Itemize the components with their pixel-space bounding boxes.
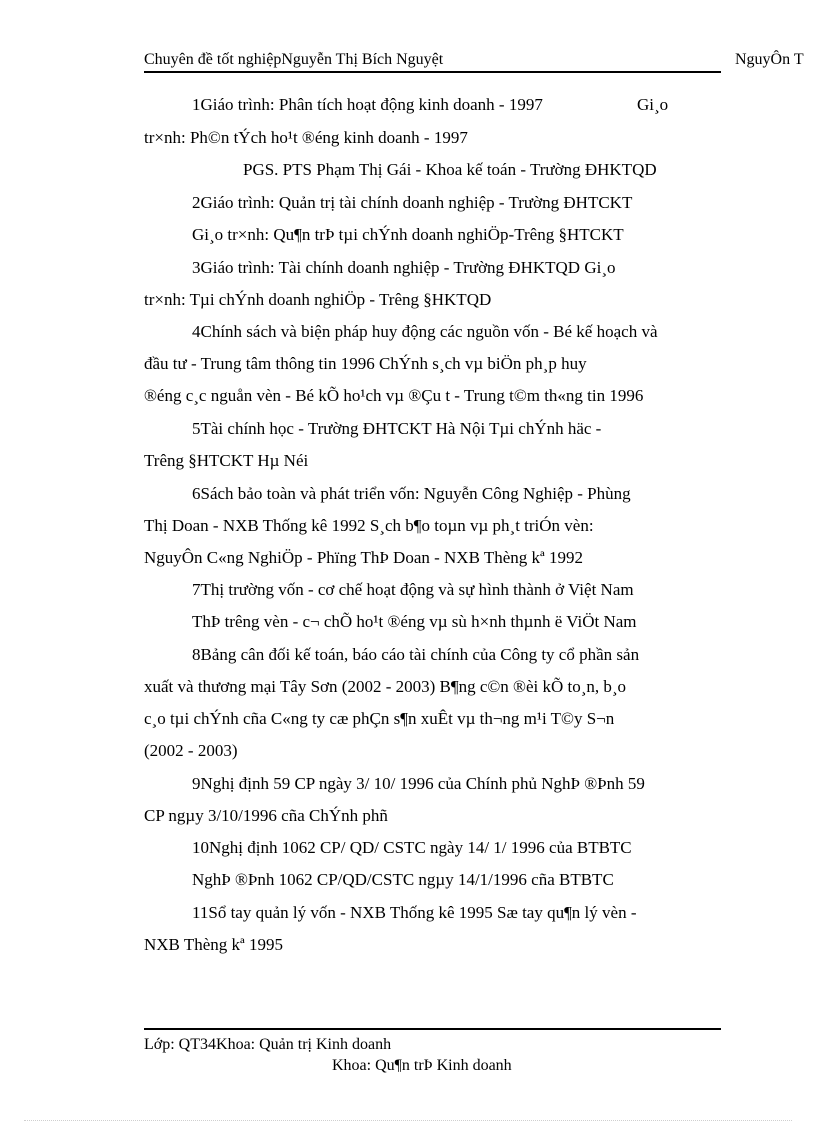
ref-line: 6Sách bảo toàn và phát triển vốn: Nguyễn Công Nghiệp - Phùng bbox=[192, 484, 631, 503]
ref-line: (2002 - 2003) bbox=[144, 741, 238, 760]
ref-line: NghÞ ®Þnh 1062 CP/QD/CSTC ngµy 14/1/1996 cña BTBTC bbox=[192, 870, 614, 889]
ref-line: Gi¸o tr×nh: Qu¶n trÞ tµi chÝnh doanh nghiÖp-Trêng §HTCKT bbox=[192, 225, 624, 244]
footer-class: Lớp: QT34Khoa: Quản trị Kinh doanh bbox=[144, 1036, 392, 1053]
ref-line: 5Tài chính học - Trường ĐHTCKT Hà Nội Tµi chÝnh häc - bbox=[192, 419, 602, 438]
ref-line: Gi¸o bbox=[637, 95, 669, 114]
ref-line: 11Sổ tay quản lý vốn - NXB Thống kê 1995 Sæ tay qu¶n lý vèn - bbox=[192, 903, 637, 922]
ref-line: tr×nh: Tµi chÝnh doanh nghiÖp - Trêng §HKTQD bbox=[144, 290, 492, 309]
header-author: NguyÔn T bbox=[735, 51, 804, 68]
ref-line: 3Giáo trình: Tài chính doanh nghiệp - Trường ĐHKTQD Gi¸o bbox=[192, 258, 616, 277]
ref-line: 4Chính sách và biện pháp huy động các nguồn vốn - Bé kế hoạch và bbox=[192, 322, 658, 341]
ref-line: NXB Thèng kª 1995 bbox=[144, 935, 283, 954]
ref-line: ®éng c¸c nguån vèn - Bé kÕ ho¹ch vµ ®Çu t - Trung t©m th«ng tin 1996 bbox=[144, 386, 644, 405]
footer-rule bbox=[144, 1028, 721, 1030]
header-title: Chuyên đề tốt nghiệpNguyễn Thị Bích Nguyệt bbox=[144, 51, 444, 68]
ref-line: tr×nh: Ph©n tÝch ho¹t ®éng kinh doanh - 1997 bbox=[144, 128, 468, 147]
header-rule bbox=[144, 71, 721, 73]
ref-line: 7Thị trường vốn - cơ chế hoạt động và sự hình thành ở Việt Nam bbox=[192, 580, 634, 599]
page-edge bbox=[24, 1120, 792, 1121]
ref-line: Trêng §HTCKT Hµ Néi bbox=[144, 451, 309, 470]
ref-line: 2Giáo trình: Quản trị tài chính doanh nghiệp - Trường ĐHTCKT bbox=[192, 193, 633, 212]
ref-line: NguyÔn C«ng NghiÖp - Phïng ThÞ Doan - NXB Thèng kª 1992 bbox=[144, 548, 583, 567]
ref-line: 1Giáo trình: Phân tích hoạt động kinh doanh - 1997 bbox=[192, 95, 543, 114]
footer-faculty: Khoa: Qu¶n trÞ Kinh doanh bbox=[332, 1057, 512, 1074]
ref-line: 8Bảng cân đối kế toán, báo cáo tài chính của Công ty cổ phần sản bbox=[192, 645, 640, 664]
ref-line: Thị Doan - NXB Thống kê 1992 S¸ch b¶o toµn vµ ph¸t triÓn vèn: bbox=[144, 516, 594, 535]
ref-line: đầu tư - Trung tâm thông tin 1996 ChÝnh s¸ch vµ biÖn ph¸p huy bbox=[144, 354, 587, 373]
ref-line: ThÞ trêng vèn - c¬ chÕ ho¹t ®éng vµ sù h×nh thµnh ë ViÖt Nam bbox=[192, 612, 637, 631]
ref-line: 10Nghị định 1062 CP/ QD/ CSTC ngày 14/ 1/ 1996 của BTBTC bbox=[192, 838, 632, 857]
ref-line: c¸o tµi chÝnh cña C«ng ty cæ phÇn s¶n xuÊt vµ th¬ng m¹i T©y S¬n bbox=[144, 709, 615, 728]
ref-line: CP ngµy 3/10/1996 cña ChÝnh phñ bbox=[144, 806, 388, 825]
ref-line: xuất và thương mại Tây Sơn (2002 - 2003) B¶ng c©n ®èi kÕ to¸n, b¸o bbox=[144, 677, 627, 696]
ref-line: PGS. PTS Phạm Thị Gái - Khoa kế toán - Trường ĐHKTQD bbox=[243, 160, 657, 179]
ref-line: 9Nghị định 59 CP ngày 3/ 10/ 1996 của Chính phủ NghÞ ®Þnh 59 bbox=[192, 774, 645, 793]
